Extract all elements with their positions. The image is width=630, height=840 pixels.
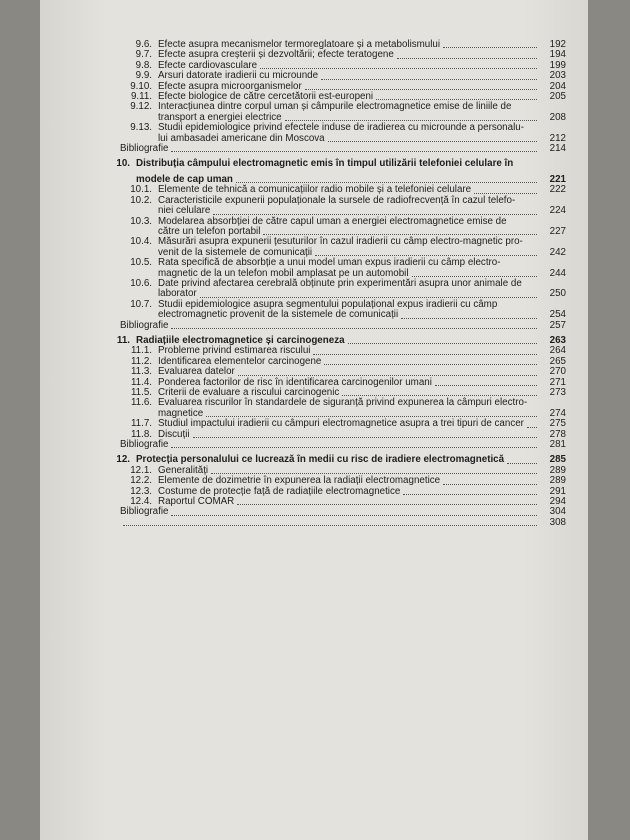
dot-leader: [527, 427, 537, 428]
toc-entry: [40, 487, 588, 497]
entry-title-continuation: către un telefon portabil: [158, 225, 261, 237]
entry-number: 11.5.: [130, 387, 152, 398]
page-number: 281: [549, 439, 566, 451]
dot-leader: [342, 395, 537, 396]
toc-entry-bibliography: [40, 144, 588, 154]
entry-title-continuation: transport a energiei electrice: [158, 111, 282, 123]
entry-title: Interacțiunea dintre corpul uman și câmpurile electromagnetice emise de liniile de: [158, 101, 512, 113]
dot-leader: [443, 47, 537, 48]
dot-leader: [238, 375, 537, 376]
page-number: 270: [549, 366, 566, 378]
dot-leader: [443, 484, 537, 485]
entry-number: 12.2.: [130, 475, 152, 487]
entry-title: Identificarea elementelor carcinogene: [158, 355, 322, 367]
toc-entry-bibliography: [40, 440, 588, 450]
dot-leader: [200, 297, 537, 298]
entry-title: Efecte asupra creșterii și dezvoltării; efecte teratogene: [158, 49, 394, 61]
dot-leader: [435, 385, 537, 386]
dot-leader: [260, 68, 537, 69]
entry-title-continuation: modele de cap uman: [136, 173, 233, 185]
entry-title: Efecte biologice de către cercetătorii est-europeni: [158, 91, 374, 103]
dot-leader: [171, 151, 537, 152]
page-number: 214: [549, 143, 566, 155]
entry-number: 9.7.: [135, 49, 152, 61]
entry-title-continuation: venit de la sistemele de comunicații: [158, 246, 313, 258]
entry-title: Discuții: [158, 428, 190, 440]
entry-number: 9.12.: [130, 101, 152, 113]
entry-number: 11.1.: [130, 345, 152, 357]
dot-leader: [206, 416, 537, 417]
page-number: 274: [549, 407, 566, 419]
entry-title: Efecte asupra microorganismelor: [158, 80, 302, 92]
entry-title: Studii epidemiologice asupra segmentului populațional expus iradierii cu câmp: [158, 298, 498, 310]
entry-number: 9.10.: [130, 80, 152, 92]
entry-title-continuation: niei celulare: [158, 205, 211, 217]
page-number: 265: [549, 355, 566, 367]
entry-title: Bibliografie: [120, 439, 169, 451]
entry-title-continuation: magnetic de la un telefon mobil amplasat pe un automobil: [158, 267, 409, 279]
dot-leader: [376, 99, 537, 100]
entry-title: Evaluarea riscurilor în standardele de siguranță privind expunerea la câmpuri electro-: [158, 397, 528, 409]
dot-leader: [507, 463, 537, 464]
entry-title: Bibliografie: [120, 319, 169, 331]
entry-number: 11.7.: [130, 418, 152, 430]
dot-leader: [315, 255, 537, 256]
entry-number: 12.4.: [130, 496, 152, 508]
dot-leader: [324, 364, 537, 365]
dot-leader: [171, 328, 537, 329]
toc-entry: [40, 419, 588, 429]
dot-leader: [171, 515, 537, 516]
dot-leader: [123, 525, 537, 526]
dot-leader: [285, 120, 537, 121]
entry-number: 11.4.: [130, 376, 152, 388]
toc-entry-bibliography: [40, 507, 588, 517]
entry-title: Evaluarea datelor: [158, 366, 235, 378]
entry-title-continuation: magnetice: [158, 407, 204, 419]
entry-number: 10.1.: [130, 184, 152, 196]
entry-number: 9.8.: [135, 59, 152, 71]
dot-leader: [263, 234, 537, 235]
page-number: 273: [549, 387, 566, 398]
entry-number: 10.2.: [130, 194, 152, 206]
toc-entry: [40, 357, 588, 367]
entry-number: 12.: [116, 454, 130, 466]
entry-number: 9.6.: [135, 39, 152, 50]
entry-title: Elemente de dozimetrie în expunerea la radiații electromagnetice: [158, 475, 441, 487]
toc-chapter: [40, 159, 588, 169]
entry-title: Modelarea absorbției de către capul uman a energiei electromagnetice emise de: [158, 215, 507, 227]
entry-title: Criterii de evaluare a riscului carcinogenic: [158, 387, 340, 398]
toc-entry-continuation: [40, 310, 588, 320]
page-number: 242: [549, 246, 566, 258]
toc-entry: [40, 217, 588, 227]
entry-title: Studii epidemiologice privind efectele induse de iradierea cu microunde a personalu-: [158, 122, 524, 134]
entry-title-continuation: electromagnetic provenit de la sistemele de comunicații: [158, 309, 399, 321]
toc-entry: [40, 102, 588, 112]
toc-chapter: [40, 455, 588, 465]
page-number: 204: [549, 80, 566, 92]
dot-leader: [171, 447, 537, 448]
entry-number: 9.11.: [130, 91, 152, 103]
entry-number: 9.13.: [130, 122, 152, 134]
entry-number: 11.8.: [130, 428, 152, 440]
page-number: 194: [549, 49, 566, 61]
page-number: 289: [549, 475, 566, 487]
page-number: 271: [549, 376, 566, 388]
page-number: 254: [549, 309, 566, 321]
dot-leader: [397, 58, 537, 59]
entry-title: Generalități: [158, 464, 209, 476]
entry-title: Bibliografie: [120, 143, 169, 155]
entry-number: 12.3.: [130, 485, 152, 497]
toc-entry-bibliography: [40, 518, 588, 528]
entry-number: 9.9.: [135, 70, 152, 82]
entry-number: 10.4.: [130, 236, 152, 248]
book-page: [40, 0, 588, 840]
page-number: 264: [549, 345, 566, 357]
dot-leader: [236, 182, 537, 183]
toc-entry-continuation: [40, 206, 588, 216]
entry-title: Arsuri datorate iradierii cu microunde: [158, 70, 319, 82]
entry-number: 10.5.: [130, 257, 152, 269]
entry-title: Costume de protecție față de radiațiile electromagnetice: [158, 485, 401, 497]
page-number: 250: [549, 288, 566, 300]
entry-title: Bibliografie: [120, 506, 169, 518]
entry-title: Caracteristicile expunerii populaționale la sursele de radiofrecvență în cazul telefo-: [158, 194, 516, 206]
entry-title: Radiațiile electromagnetice și carcinogeneza: [136, 334, 345, 346]
entry-title-continuation: lui ambasadei americane din Moscova: [158, 132, 325, 144]
entry-title: Ponderea factorilor de risc în identificarea carcinogenilor umani: [158, 376, 432, 388]
entry-title: Probleme privind estimarea riscului: [158, 345, 311, 357]
page-number: 263: [549, 334, 566, 346]
toc-entry: [40, 71, 588, 81]
dot-leader: [403, 494, 537, 495]
entry-title: Efecte asupra mecanismelor termoreglatoare și a metabolismului: [158, 39, 441, 50]
entry-title-continuation: laborator: [158, 288, 197, 300]
entry-title: Studiul impactului iradierii cu câmpuri electromagnetice asupra a trei tipuri de cancer: [158, 418, 524, 430]
toc-entry: [40, 237, 588, 247]
entry-title: Elemente de tehnică a comunicațiilor radio mobile și a telefoniei celulare: [158, 184, 472, 196]
page-number: 224: [549, 205, 566, 217]
page-number: 257: [549, 319, 566, 331]
entry-title: Efecte cardiovasculare: [158, 59, 258, 71]
toc-entry: [40, 398, 588, 408]
page-number: 208: [549, 111, 566, 123]
page-number: 244: [549, 267, 566, 279]
page-number: 294: [549, 496, 566, 508]
entry-number: 10.: [116, 158, 130, 170]
entry-number: 12.1.: [130, 464, 152, 476]
page-number: 275: [549, 418, 566, 430]
page-number: 285: [549, 454, 566, 466]
dot-leader: [328, 141, 537, 142]
dot-leader: [237, 504, 537, 505]
page-number: 212: [549, 132, 566, 144]
toc-entry: [40, 196, 588, 206]
page-number: 289: [549, 464, 566, 476]
toc-chapter: [40, 336, 588, 346]
entry-title: Rata specifică de absorbție a unui model uman expus iradierii cu câmp electro-: [158, 257, 501, 269]
dot-leader: [401, 318, 537, 319]
toc-entry: [40, 258, 588, 268]
entry-number: 10.3.: [130, 215, 152, 227]
page-number: 291: [549, 485, 566, 497]
page-number: 205: [549, 91, 566, 103]
entry-number: 11.: [116, 334, 130, 346]
dot-leader: [348, 343, 537, 344]
table-of-contents: [40, 40, 588, 528]
page-number: 221: [549, 173, 566, 185]
page-number: 308: [549, 516, 566, 528]
entry-number: 11.2.: [130, 355, 152, 367]
page-number: 278: [549, 428, 566, 440]
dot-leader: [321, 79, 537, 80]
entry-title: Măsurări asupra expunerii țesuturilor în cazul iradierii cu câmp electro-magnetic pro-: [158, 236, 523, 248]
dot-leader: [193, 437, 537, 438]
dot-leader: [412, 276, 537, 277]
entry-title: Distribuția câmpului electromagnetic emis în timpul utilizării telefoniei celulare în: [136, 158, 514, 170]
dot-leader: [213, 214, 537, 215]
toc-entry: [40, 50, 588, 60]
entry-title: Date privind afectarea cerebrală obținute prin experimentări asupra unor animale de: [158, 277, 522, 289]
dot-leader: [313, 354, 537, 355]
toc-entry-bibliography: [40, 321, 588, 331]
page-number: 192: [549, 39, 566, 50]
dot-leader: [305, 89, 537, 90]
page-number: 227: [549, 225, 566, 237]
dot-leader: [474, 193, 537, 194]
page-number: 203: [549, 70, 566, 82]
entry-title: Raportul COMAR: [158, 496, 235, 508]
entry-number: 11.6.: [130, 397, 152, 409]
toc-entry: [40, 279, 588, 289]
entry-number: 10.7.: [130, 298, 152, 310]
page-number: 222: [549, 184, 566, 196]
page-number: 199: [549, 59, 566, 71]
page-number: 304: [549, 506, 566, 518]
entry-number: 10.6.: [130, 277, 152, 289]
entry-number: 11.3.: [130, 366, 152, 378]
dot-leader: [211, 473, 537, 474]
entry-title: Protecția personalului ce lucrează în medii cu risc de iradiere electromagnetică: [136, 454, 505, 466]
